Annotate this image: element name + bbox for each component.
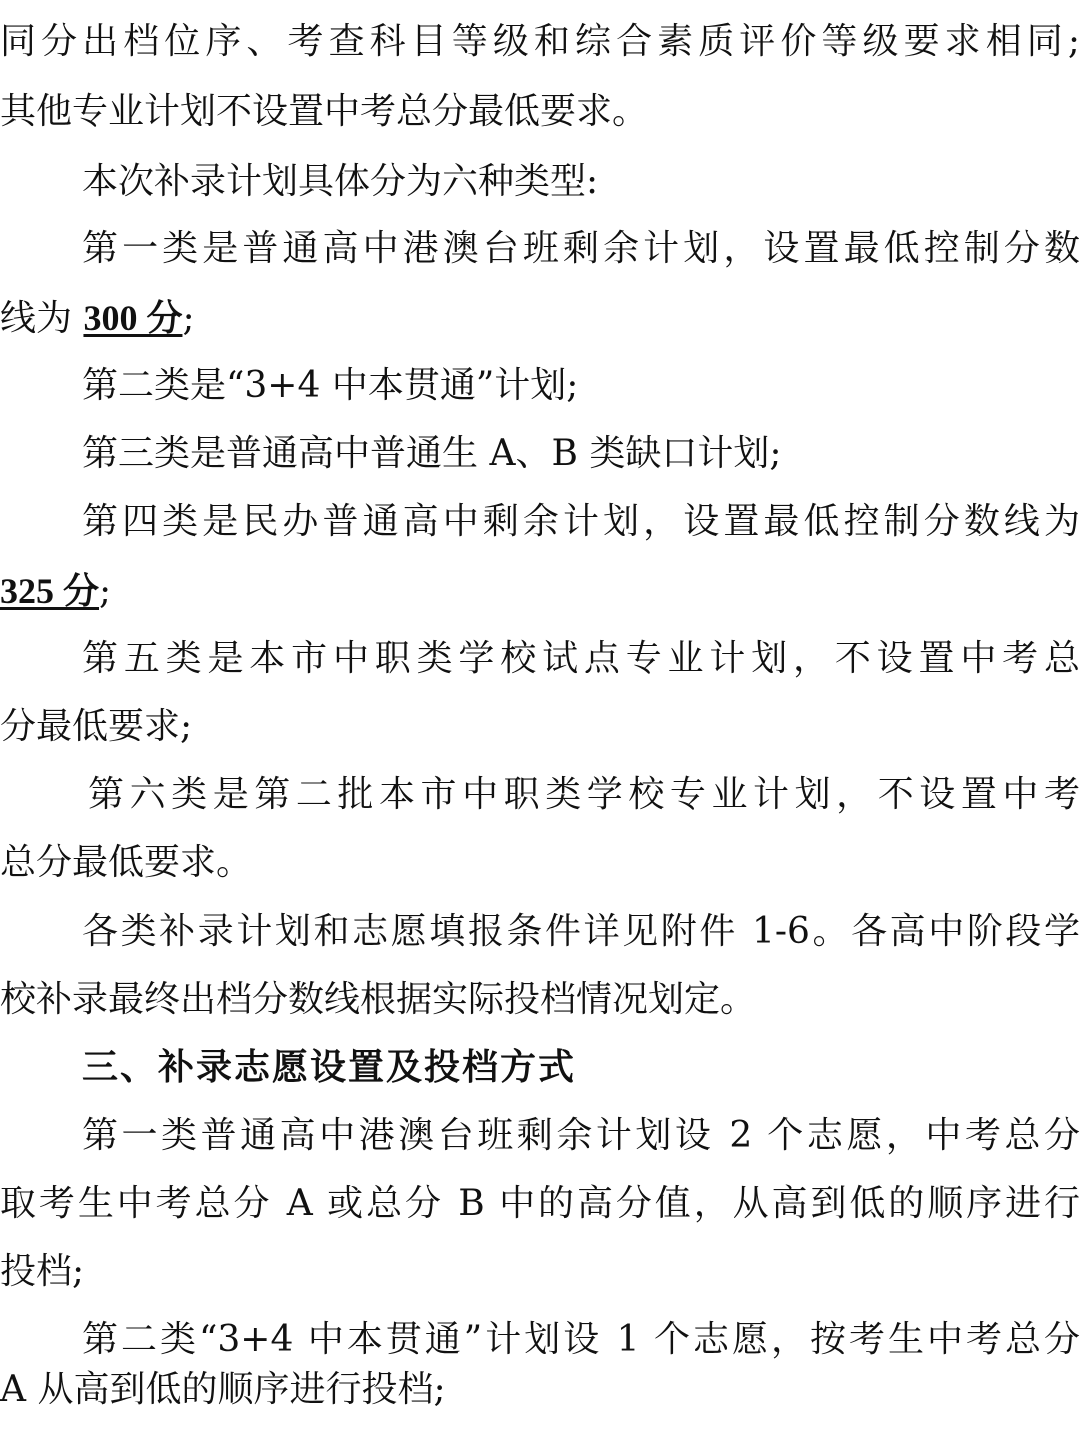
section-heading: 三、补录志愿设置及投档方式	[82, 1047, 577, 1088]
text-line: 第六类是第二批本市中职类学校专业计划，不设置中考	[88, 774, 1080, 815]
text-line: 分最低要求;	[0, 706, 193, 747]
text-line: 其他专业计划不设置中考总分最低要求。	[0, 91, 649, 132]
text-line: A 从高到低的顺序进行投档;	[0, 1369, 446, 1410]
text-line: 第一类是普通高中港澳台班剩余计划，设置最低控制分数	[82, 228, 1080, 269]
text-line: 取考生中考总分 A 或总分 B 中的高分值，从高到低的顺序进行	[0, 1183, 1080, 1224]
text-line-with-score	[0, 284, 1080, 352]
text-line: 第三类是普通高中普通生 A、B 类缺口计划;	[82, 433, 782, 474]
score-325: 325 分	[0, 571, 100, 611]
text-line: 本次补录计划具体分为六种类型:	[82, 161, 599, 202]
text-fragment: 线为	[0, 298, 84, 339]
text-line: 第五类是本市中职类学校试点专业计划，不设置中考总	[82, 638, 1080, 679]
score-300: 300 分	[83, 298, 183, 338]
text-line: 校补录最终出档分数线根据实际投档情况划定。	[0, 979, 757, 1020]
text-line: 投档;	[0, 1251, 85, 1292]
text-line: 第二类是“3+4 中本贯通”计划;	[82, 365, 579, 406]
text-fragment: ;	[182, 298, 195, 339]
text-line: 第四类是民办普通高中剩余计划，设置最低控制分数线为	[82, 501, 1080, 542]
text-line-with-score	[0, 557, 1080, 625]
text-line: 总分最低要求。	[0, 842, 253, 883]
text-line: 各类补录计划和志愿填报条件详见附件 1-6。各高中阶段学	[82, 911, 1080, 952]
text-fragment: ;	[99, 571, 112, 612]
text-line: 第二类“3+4 中本贯通”计划设 1 个志愿，按考生中考总分	[82, 1319, 1080, 1360]
text-line: 第一类普通高中港澳台班剩余计划设 2 个志愿，中考总分	[82, 1115, 1080, 1156]
text-line: 同分出档位序、考查科目等级和综合素质评价等级要求相同;	[0, 21, 1080, 62]
